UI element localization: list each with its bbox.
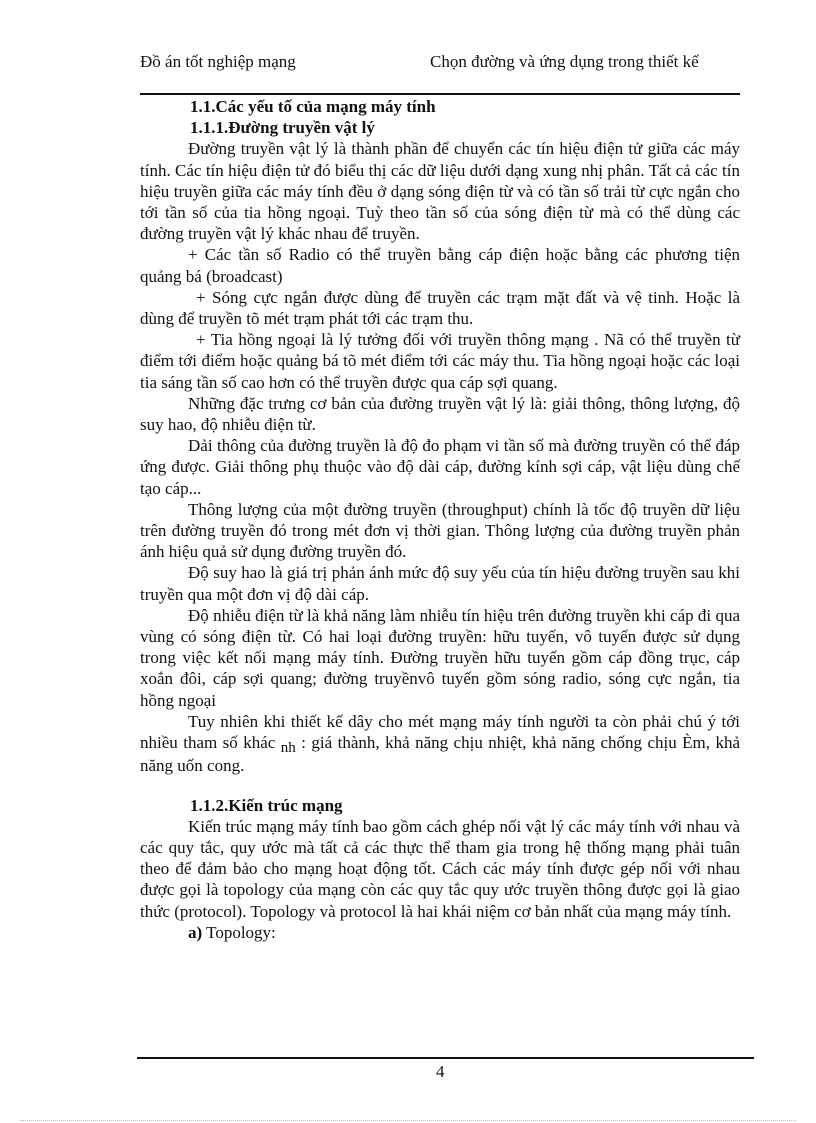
paragraph: Đường truyền vật lý là thành phần để chuyển các tín hiệu điện tử giữa các máy tính. Các tín hiệu điện tử đó biểu thị các dữ liệu dưới dạng xung nhị phân. Tất cả các tín hiệu truyền giữa các máy tính đều ở dạng sóng điện từ và có tần số trải từ cực ngắn cho tới tần số của tia hồng ngoại. Tuỳ theo tần số của sóng điện từ mà có thể dùng các đường truyền vật lý khác nhau để truyền.: [140, 139, 740, 244]
paragraph: [140, 711, 740, 777]
paragraph-part: Tuy nhiên khi thiết kế dây cho mét mạng máy tính người ta còn phải chú ý tới nhiều tham số khác: [140, 711, 740, 753]
paragraph: Kiến trúc mạng máy tính bao gồm cách ghép nối vật lý các máy tính với nhau và các quy tắc, quy ước mà tất cả các thực thể tham gia trong hệ thống mạng phải tuân theo để đảm bảo cho mạng hoạt động tốt. Cách các máy tính được gép nối với nhau được gọi là topology của mạng còn các quy tắc quy ước truyền thông được gọi là giao thức (protocol). Topology và protocol là hai khái niệm cơ bản nhất của mạng máy tính.: [140, 816, 740, 921]
footer-rule: [137, 1057, 754, 1059]
paragraph: Dải thông của đường truyền là độ đo phạm vi tần số mà đường truyền có thể đáp ứng được. Giải thông phụ thuộc vào độ dài cáp, đường kính sợi cáp, vật liệu dùng chế tạo cáp...: [140, 436, 740, 498]
paragraph: + Sóng cực ngắn được dùng để truyền các trạm mặt đất và vệ tinh. Hoặc là dùng để truyền tõ mét trạm phát tới các trạm thu.: [140, 287, 740, 329]
page-edge-dotted-line: [20, 1120, 796, 1121]
heading-1: 1.1.Các yếu tố của mạng máy tính: [190, 97, 436, 116]
list-item-a: [140, 922, 740, 943]
spacer: [140, 777, 740, 795]
header-left: Đồ án tốt nghiệp mạng: [140, 52, 296, 71]
paragraph: Độ suy hao là giá trị phản ánh mức độ suy yếu của tín hiệu đường truyền sau khi truyền qua một đơn vị độ dài cáp.: [140, 563, 740, 604]
paragraph: Những đặc trưng cơ bản của đường truyền vật lý là: giải thông, thông lượng, độ suy hao, độ nhiễu điện từ.: [140, 393, 740, 435]
heading-1-1-2: 1.1.2.Kiến trúc mạng: [190, 795, 343, 815]
paragraph: + Các tần số Radio có thể truyền bằng cáp điện hoặc bằng các phương tiện quảng bá (broadcast): [140, 245, 740, 286]
paragraph-part: : giá thành, khả năng chịu nhiệt, khả năng chống chịu Èm, khả năng uốn cong.: [140, 733, 741, 776]
paragraph: Thông lượng của một đường truyền (throughput) chính là tốc độ truyền dữ liệu trên đường truyền đó trong mét đơn vị thời gian. Thông lượng của đường truyền phản ánh hiệu quả sử dụng đường truyền đó.: [140, 499, 740, 562]
list-label: a): [188, 922, 203, 942]
body-text: [140, 96, 740, 943]
subscript-text: nh: [280, 740, 296, 757]
header-rule: [140, 93, 740, 95]
heading-1-1-1: 1.1.1.Đường truyền vật lý: [190, 118, 375, 138]
list-text: Topology:: [206, 922, 276, 942]
header-right: Chọn đường và ứng dụng trong thiết kế: [430, 52, 699, 71]
page-number: 4: [436, 1062, 445, 1081]
paragraph: + Tia hồng ngoại là lý tưởng đối với truyền thông mạng . Nã có thể truyền từ điểm tới điểm hoặc quảng bá tõ mét điểm tới các máy thu. Tia hồng ngoại hoặc các loại tia sáng tần số cao hơn có thể truyền được qua cáp sợi quang.: [140, 330, 740, 392]
paragraph: Độ nhiễu điện từ là khả năng làm nhiễu tín hiệu trên đường truyền khi cáp đi qua vùng có sóng điện từ. Có hai loại đường truyền: hữu tuyến, vô tuyến được sử dụng trong việc kết nối mạng máy tính. Đường truyền hữu tuyến gồm cáp đồng trục, cáp xoắn đôi, cáp sợi quang; đường truyềnvô tuyến gồm sóng radio, sóng cực ngắn, tia hồng ngoại: [140, 605, 740, 710]
